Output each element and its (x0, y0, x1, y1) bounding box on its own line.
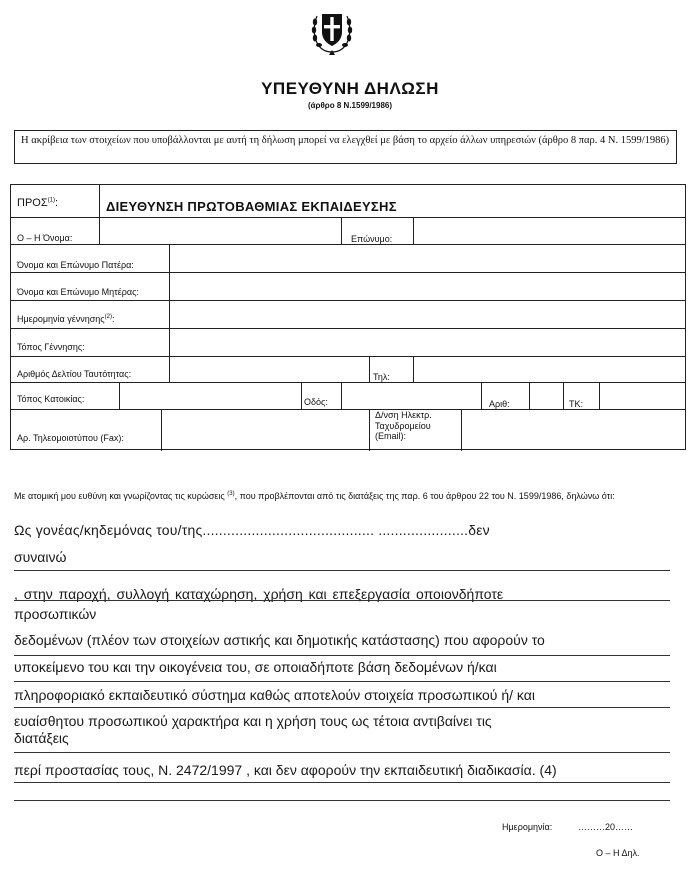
signatory-label: Ο – Η Δηλ. (596, 848, 640, 858)
page-subtitle: (άρθρο 8 Ν.1599/1986) (307, 101, 393, 110)
number-field[interactable] (531, 384, 561, 407)
postcode-field[interactable] (601, 384, 683, 407)
phone-label: Τηλ: (373, 372, 390, 382)
birth-date-field[interactable] (171, 302, 683, 326)
declaration-line-8: ευαίσθητου προσωπικού χαρακτήρα και η χρήση τους ως τέτοια αντιβαίνει τις (14, 713, 492, 729)
birth-place-label: Τόπος Γέννησης: (17, 342, 85, 352)
declaration-line-7: πληροφοριακό εκπαιδευτικό σύστημα καθώς αποτελούν στοιχεία προσωπικού ή/ και (14, 687, 535, 703)
number-label: Αριθ: (489, 399, 510, 409)
id-number-field[interactable] (171, 358, 367, 380)
mother-name-field[interactable] (171, 274, 683, 298)
declaration-line-3: , στην παροχή, συλλογή καταχώρηση, χρήση και επεξεργασία οποιονδήποτε (14, 586, 504, 602)
declaration-rule (14, 570, 670, 571)
phone-field[interactable] (415, 358, 683, 380)
greek-coat-of-arms-emblem (309, 4, 355, 58)
declaration-rule (14, 752, 670, 753)
father-name-field[interactable] (171, 246, 683, 270)
surname-label: Επώνυμο: (351, 234, 393, 244)
declaration-line-10: περί προστασίας τους, Ν. 2472/1997 , και δεν αφορούν την εκπαιδευτική διαδικασία. (4) (14, 762, 557, 778)
fax-label: Αρ. Τηλεομοιοτύπου (Fax): (17, 433, 124, 443)
recipient-value: ΔΙΕΥΘΥΝΣΗ ΠΡΩΤΟΒΑΘΜΙΑΣ ΕΚΠΑΙΔΕΥΣΗΣ (106, 199, 397, 214)
street-label: Οδός: (304, 397, 328, 407)
declaration-intro: Με ατομική μου ευθύνη και γνωρίζοντας τις κυρώσεις $^{(3)}$, που προβλέπονται από τις διατάξεις της παρ. 6 του άρθρου 22 του Ν. 1599/1986, δηλώνω ότι: (14, 491, 615, 501)
postcode-label: ΤΚ: (569, 399, 584, 409)
date-label: Ημερομηνία: (502, 822, 553, 832)
father-name-label: Όνομα και Επώνυμο Πατέρα: (17, 260, 134, 270)
email-field[interactable] (463, 411, 683, 449)
declaration-rule (14, 681, 670, 682)
declaration-rule (14, 655, 670, 656)
date-value: ………20…… (578, 822, 634, 832)
declaration-rule (14, 600, 670, 601)
declaration-rule (14, 707, 670, 708)
declaration-line-2: συναινώ (14, 549, 67, 565)
first-name-field[interactable] (101, 219, 339, 243)
declarant-details-table (10, 184, 686, 450)
declaration-rule (14, 782, 670, 783)
declaration-line-4: προσωπικών (14, 606, 97, 622)
street-field[interactable] (343, 384, 479, 407)
mother-name-label: Όνομα και Επώνυμο Μητέρας: (17, 287, 139, 297)
id-number-label: Αριθμός Δελτίου Ταυτότητας: (17, 369, 132, 379)
residence-label: Τόπος Κατοικίας: (17, 394, 85, 404)
email-label: Δ/νση Ηλεκτρ. Ταχυδρομείου (Email): (375, 410, 432, 441)
declaration-line-9: διατάξεις (14, 730, 69, 746)
residence-field[interactable] (121, 384, 299, 407)
declaration-line-5: δεδομένων (πλέον των στοιχείων αστικής και δημοτικής κατάστασης) που αφορούν το (14, 632, 545, 648)
surname-field[interactable] (415, 219, 683, 243)
birth-place-field[interactable] (171, 330, 683, 354)
declaration-rule (14, 800, 670, 801)
fax-field[interactable] (163, 411, 367, 449)
declaration-line-6: υποκείμενο του και την οικογένεια του, σε οποιαδήποτε βάση δεδομένων ή/και (14, 659, 497, 675)
accuracy-notice: Η ακρίβεια των στοιχείων που υποβάλλονται με αυτή τη δήλωση μπορεί να ελεγχθεί με βάση το αρχείο άλλων υπηρεσιών (άρθρο 8 παρ. 4 Ν. 1599/1986) (14, 130, 677, 164)
first-name-label: Ο – Η Όνομα: (17, 233, 73, 243)
pros-label: ΠΡΟΣ$^{(1)}$: (17, 197, 59, 209)
declaration-line-1: Ως γονέας/κηδεμόνας του/της.......................................... ......................δεν (14, 522, 490, 538)
page-title: ΥΠΕΥΘΥΝΗ ΔΗΛΩΣΗ (261, 79, 439, 98)
birth-date-label: Ημερομηνία γέννησης$^{(2)}$: (17, 314, 115, 324)
